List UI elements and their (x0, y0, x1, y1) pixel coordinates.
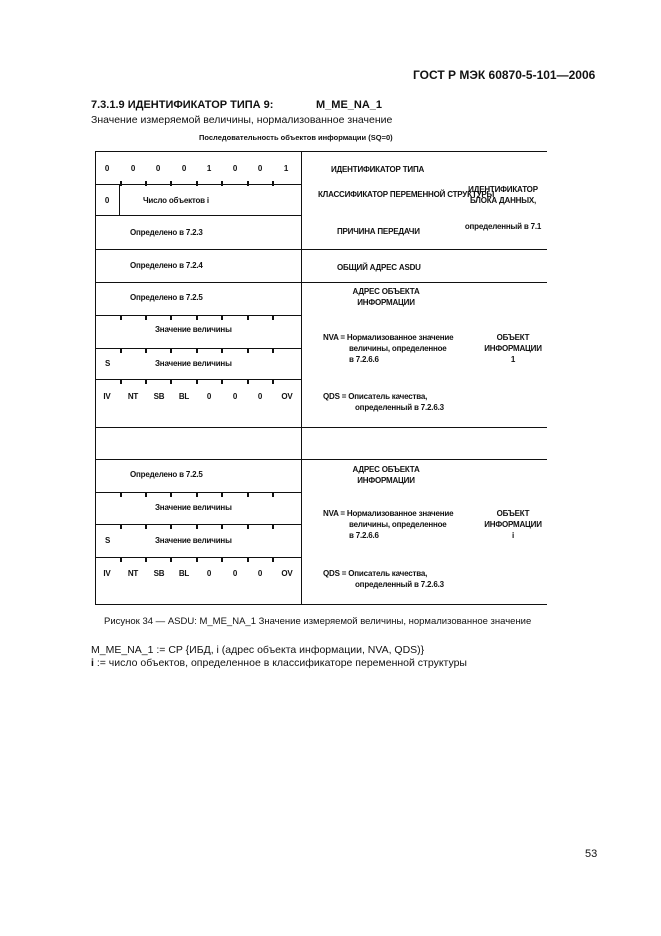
ioa-field: Определено в 7.2.5 (130, 293, 203, 302)
formula-variable: i (91, 657, 94, 669)
sign-bit: S (105, 359, 111, 368)
formula-definition: := число объектов, определенное в классификаторе переменной структуры (93, 657, 467, 669)
qds-bit: NT (127, 569, 139, 578)
type-id-bit: 1 (283, 164, 289, 173)
common-address-field: Определено в 7.2.4 (130, 261, 203, 270)
nva-description: в 7.2.6.6 (349, 531, 379, 540)
qds-bit: 0 (232, 569, 238, 578)
ioa-field: Определено в 7.2.5 (130, 470, 203, 479)
section-type-code: M_ME_NA_1 (316, 99, 383, 111)
qds-bit: 0 (206, 569, 212, 578)
qds-bit: SB (153, 392, 165, 401)
type-id-label: ИДЕНТИФИКАТОР ТИПА (331, 165, 425, 174)
qds-description: QDS = Описатель качества, (323, 569, 428, 578)
qds-description: определенный в 7.2.6.3 (355, 403, 444, 412)
type-id-bit: 0 (181, 164, 187, 173)
type-id-bit: 0 (130, 164, 136, 173)
ioa-label: АДРЕС ОБЪЕКТА ИНФОРМАЦИИ (352, 465, 420, 485)
data-unit-id-ref: определенный в 7.1 (464, 222, 542, 231)
vsq-number-field: Число объектов i (143, 196, 209, 205)
sign-bit: S (105, 536, 111, 545)
data-unit-id-label: ИДЕНТИФИКАТОР БЛОКА ДАННЫХ, (468, 185, 538, 205)
common-address-label: ОБЩИЙ АДРЕС ASDU (337, 263, 421, 272)
object-index: 1 (510, 355, 516, 364)
qds-bit: BL (178, 392, 190, 401)
formula-line-1: M_ME_NA_1 := CP {ИБД, i (адрес объекта информации, NVA, QDS)} (91, 644, 425, 656)
qds-description: QDS = Описатель качества, (323, 392, 428, 401)
nva-description: NVA = Нормализованное значение (323, 333, 454, 342)
section-title: 7.3.1.9 ИДЕНТИФИКАТОР ТИПА 9: (91, 99, 274, 111)
type-id-bit: 0 (104, 164, 110, 173)
nva-description: NVA = Нормализованное значение (323, 509, 454, 518)
qds-bit: 0 (232, 392, 238, 401)
type-id-bit: 0 (232, 164, 238, 173)
nva-description: величины, определенное (349, 344, 447, 353)
nva-description: величины, определенное (349, 520, 447, 529)
qds-description: определенный в 7.2.6.3 (355, 580, 444, 589)
qds-bit: 0 (206, 392, 212, 401)
qds-bit: NT (127, 392, 139, 401)
qds-bit: 0 (257, 569, 263, 578)
qds-bit: OV (281, 392, 293, 401)
formula-line-2 (91, 657, 467, 669)
value-field: Значение величины (155, 503, 232, 512)
ioa-label: АДРЕС ОБЪЕКТА ИНФОРМАЦИИ (352, 287, 420, 307)
qds-bit: IV (103, 392, 111, 401)
page-number: 53 (585, 848, 598, 860)
vsq-sq-bit: 0 (104, 196, 110, 205)
type-id-bit: 0 (155, 164, 161, 173)
object-label: ИНФОРМАЦИИ (484, 344, 542, 353)
value-field: Значение величины (155, 325, 232, 334)
qds-bit: 0 (257, 392, 263, 401)
type-id-bit: 0 (257, 164, 263, 173)
qds-bit: OV (281, 569, 293, 578)
cot-field: Определено в 7.2.3 (130, 228, 203, 237)
cot-label: ПРИЧИНА ПЕРЕДАЧИ (337, 227, 420, 236)
figure-caption: Рисунок 34 — ASDU: M_ME_NA_1 Значение измеряемой величины, нормализованное значение (104, 616, 532, 627)
table-title: Последовательность объектов информации (SQ=0) (199, 133, 393, 142)
section-subtitle: Значение измеряемой величины, нормализованное значение (91, 114, 393, 126)
object-label: ОБЪЕКТ (496, 333, 530, 342)
object-label: ИНФОРМАЦИИ (484, 520, 542, 529)
qds-bit: SB (153, 569, 165, 578)
type-id-bit: 1 (206, 164, 212, 173)
object-index: i (511, 531, 515, 540)
vsq-label: КЛАССИФИКАТОР ПЕРЕМЕННОЙ СТРУКТУРЫ (318, 190, 495, 199)
qds-bit: BL (178, 569, 190, 578)
qds-bit: IV (103, 569, 111, 578)
value-field: Значение величины (155, 536, 232, 545)
object-label: ОБЪЕКТ (496, 509, 530, 518)
nva-description: в 7.2.6.6 (349, 355, 379, 364)
standard-header: ГОСТ Р МЭК 60870-5-101—2006 (413, 68, 596, 82)
value-field: Значение величины (155, 359, 232, 368)
